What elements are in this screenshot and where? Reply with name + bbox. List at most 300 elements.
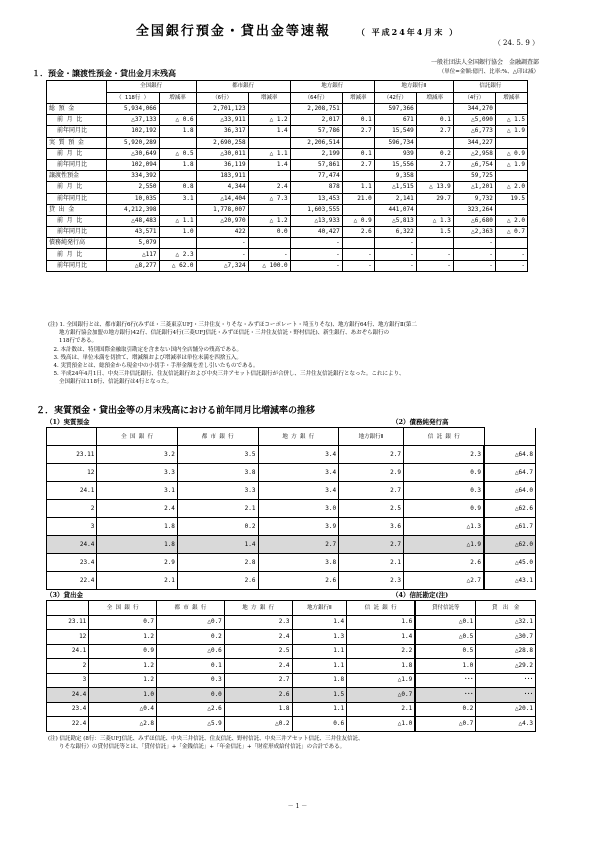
table-cell: 2,199	[290, 148, 342, 159]
table-cell: 0.6	[292, 717, 347, 732]
table-cell: 3.9	[258, 518, 339, 536]
table-cell: 2.1	[339, 554, 404, 572]
table-cell: 3.4	[258, 464, 339, 482]
table-row	[47, 644, 536, 659]
table-cell	[342, 137, 374, 148]
table-cell: △45.0	[484, 554, 535, 572]
table-cell: 2,017	[290, 115, 342, 126]
table-cell: 0.1	[157, 659, 225, 674]
table-cell: 13,453	[290, 193, 342, 204]
table-cell: 5,079	[106, 238, 159, 249]
table-cell: △14,404	[196, 193, 248, 204]
table-cell: △6,773	[453, 126, 495, 137]
table-cell: -	[290, 238, 342, 249]
table-cell: △33,911	[196, 115, 248, 126]
table-cell: △61.7	[484, 518, 535, 536]
table3-label: （3）貸出金	[46, 591, 84, 599]
table-cell: -	[290, 260, 342, 271]
table-cell: 15,549	[374, 126, 416, 137]
table-cell	[342, 171, 374, 182]
table-cell: 1.2	[89, 630, 157, 645]
table-cell: △ 1.2	[248, 115, 290, 126]
table-cell: 0.3	[403, 482, 484, 500]
table-cell: 1.4	[347, 630, 416, 645]
table-cell: △4.3	[476, 717, 536, 732]
table-subheader-row	[47, 92, 528, 104]
table-cell: △2,363	[453, 227, 495, 238]
table-cell: 3.8	[258, 554, 339, 572]
table-cell: △ 0.9	[495, 148, 527, 159]
table-cell: 10,035	[106, 193, 159, 204]
table2b-label: （2）債務純発行高	[392, 418, 449, 426]
row-label: 前 月 比	[47, 115, 107, 126]
row-label: 前年同月比	[47, 126, 107, 137]
row-label: 前年同月比	[47, 159, 107, 170]
table-cell: 3.5	[177, 446, 258, 464]
table-cell: △0.5	[415, 630, 476, 645]
table-cell: 2.5	[224, 644, 292, 659]
table-cell: 2.4	[224, 659, 292, 674]
bank-count: （4行）	[453, 92, 495, 104]
table-cell: 2.4	[97, 500, 178, 518]
table-cell	[159, 104, 196, 115]
table-cell: 57,861	[290, 159, 342, 170]
column-header: 地方銀行Ⅱ	[292, 601, 347, 616]
table-cell: △5,090	[453, 115, 495, 126]
table-cell: 1.1	[292, 702, 347, 717]
table-cell: △ 1.1	[248, 148, 290, 159]
table-cell: △1.0	[347, 717, 416, 732]
column-header-blank	[484, 428, 535, 446]
table-cell: △ 1.2	[248, 215, 290, 226]
table-row	[47, 215, 528, 226]
table-cell	[342, 204, 374, 215]
table-cell: 0.1	[342, 115, 374, 126]
table-cell: 3.3	[177, 482, 258, 500]
table-cell: 1.4	[248, 126, 290, 137]
table-cell	[495, 104, 527, 115]
row-label: 総 預 金	[47, 104, 107, 115]
table-cell: △ 0.7	[495, 227, 527, 238]
table-cell: 1.1	[292, 644, 347, 659]
table-cell: 597,366	[374, 104, 416, 115]
table-deposits-growth	[46, 427, 536, 590]
table-cell: 2.1	[347, 702, 416, 717]
table-cell: △0.1	[415, 615, 476, 630]
column-group-header: 都市銀行	[196, 81, 290, 93]
table-cell: 2.7	[224, 673, 292, 688]
table-cell: △48,483	[106, 215, 159, 226]
table-cell: 344,227	[453, 137, 495, 148]
table-row	[47, 554, 536, 572]
table-cell: △32.1	[476, 615, 536, 630]
table-cell: -	[416, 260, 453, 271]
bank-count: （ 118行 ）	[106, 92, 159, 104]
table-cell: ･･･	[476, 688, 536, 703]
table-cell: 2	[47, 500, 97, 518]
table-cell: 3	[47, 673, 89, 688]
table-row	[47, 536, 536, 554]
table-cell	[416, 137, 453, 148]
note-line: りそな銀行）の貸付信託等とは、「貸付信託」+「金銭信託」+「年金信託」+「財産形成給付信託」の合計である。	[48, 744, 346, 751]
table-row	[47, 249, 528, 260]
table-row	[47, 159, 528, 170]
table-cell: △0.7	[157, 615, 225, 630]
section2-title: ２．実質預金・貸出金等の月末残高における前年同月比増減率の推移	[36, 406, 316, 416]
table-row	[47, 238, 528, 249]
table-row	[47, 137, 528, 148]
table-cell: -	[495, 249, 527, 260]
table-cell	[495, 137, 527, 148]
rate-header: 増減率	[416, 92, 453, 104]
table-row	[47, 717, 536, 732]
table-cell: 36,119	[196, 159, 248, 170]
table-cell: △1.3	[403, 518, 484, 536]
table-header-row	[47, 81, 528, 93]
table-cell: 2.8	[177, 554, 258, 572]
table-cell: △ 1.1	[159, 215, 196, 226]
table-cell: 1.4	[292, 615, 347, 630]
table-cell: 3.4	[258, 446, 339, 464]
table-cell: △6,754	[453, 159, 495, 170]
table-row	[47, 182, 528, 193]
table-cell: △5.9	[157, 717, 225, 732]
table-cell: △1.9	[403, 536, 484, 554]
table-cell: ･･･	[476, 673, 536, 688]
table-cell: 1.0	[415, 659, 476, 674]
table-cell: △ 2.0	[495, 215, 527, 226]
table-cell: △30,011	[196, 148, 248, 159]
column-header: 全 国 銀 行	[97, 428, 178, 446]
table-cell: 43,571	[106, 227, 159, 238]
table-cell: △1.9	[347, 673, 416, 688]
note-line: 全国銀行は118行、信託銀行は4行となった。	[48, 379, 172, 386]
table-cell: 2.6	[403, 554, 484, 572]
table-cell: △43.1	[484, 572, 535, 590]
row-label: 貸 出 金	[47, 204, 107, 215]
table-cell: -	[374, 238, 416, 249]
table-cell: 0.2	[416, 148, 453, 159]
table-cell	[342, 238, 374, 249]
table-cell	[248, 238, 290, 249]
table-cell	[248, 171, 290, 182]
table-cell: 22.4	[47, 572, 97, 590]
table-cell: 1,603,555	[290, 204, 342, 215]
table-cell: 2.1	[97, 572, 178, 590]
table-cell	[495, 171, 527, 182]
column-group-header: 全国銀行	[106, 81, 196, 93]
table-cell: 0.1	[342, 148, 374, 159]
table-cell: -	[374, 249, 416, 260]
table-cell: 2.6	[258, 572, 339, 590]
table-cell: 1.8	[224, 702, 292, 717]
note-line: 4. 実質預金とは、総預金から現金中の小切手・手形金額を差し引いたものである。	[48, 363, 259, 370]
table-cell	[495, 204, 527, 215]
table-cell: 2.7	[342, 126, 374, 137]
table-cell: △64.7	[484, 464, 535, 482]
rate-header: 増減率	[342, 92, 374, 104]
table-row	[47, 572, 536, 590]
table-cell: 422	[196, 227, 248, 238]
table-cell: 2.4	[248, 182, 290, 193]
table-cell: △20,970	[196, 215, 248, 226]
table-cell: △30,649	[106, 148, 159, 159]
table-row	[47, 446, 536, 464]
table-cell: 19.5	[495, 193, 527, 204]
table-cell: 2,550	[106, 182, 159, 193]
table-cell: 36,317	[196, 126, 248, 137]
table-cell: 23.11	[47, 446, 97, 464]
table-cell: △0.2	[224, 717, 292, 732]
table-cell: 4,344	[196, 182, 248, 193]
column-header: 地 方 銀 行	[224, 601, 292, 616]
row-label: 前 月 比	[47, 148, 107, 159]
table-cell: 1.2	[89, 673, 157, 688]
table-cell: △ 100.0	[248, 260, 290, 271]
table-cell	[342, 104, 374, 115]
table-cell: △13,933	[290, 215, 342, 226]
table-header-row	[47, 601, 536, 616]
table-cell: △28.8	[476, 644, 536, 659]
table-cell: -	[342, 249, 374, 260]
table-cell: 29.7	[416, 193, 453, 204]
table-cell: △1,515	[374, 182, 416, 193]
table-row	[47, 518, 536, 536]
table-cell: 9,732	[453, 193, 495, 204]
table-cell: -	[453, 238, 495, 249]
table-cell: 3.4	[258, 482, 339, 500]
table-cell: 0.1	[416, 115, 453, 126]
table-cell: -	[374, 260, 416, 271]
table-cell: △2.7	[403, 572, 484, 590]
table-cell: -	[342, 260, 374, 271]
table-cell: △37,133	[106, 115, 159, 126]
table-cell: 3.8	[177, 464, 258, 482]
table-cell: △ 1.5	[495, 115, 527, 126]
row-label: 譲渡性預金	[47, 171, 107, 182]
table-cell	[159, 171, 196, 182]
notes	[48, 321, 548, 387]
table-cell	[159, 204, 196, 215]
table-cell: 102,192	[106, 126, 159, 137]
table-cell: 2,141	[374, 193, 416, 204]
table-cell: 1.8	[97, 536, 178, 554]
table-cell: 21.0	[342, 193, 374, 204]
table-cell: 2,206,514	[290, 137, 342, 148]
table2-label: （1）実質預金	[46, 418, 90, 426]
table-cell: 2.7	[339, 446, 404, 464]
table-row	[47, 126, 528, 137]
table-cell: 0.2	[177, 518, 258, 536]
table-cell: △ 13.9	[416, 182, 453, 193]
table-cell: -	[495, 260, 527, 271]
table-row	[47, 227, 528, 238]
table-cell: 2	[47, 659, 89, 674]
table-cell: 671	[374, 115, 416, 126]
row-label: 前年同月比	[47, 260, 107, 271]
table-row	[47, 148, 528, 159]
note-line: 2. 本計数は、特別国際金融取引勘定を含まない国内全店舗分の残高である。	[48, 346, 242, 353]
table-balances	[46, 80, 528, 272]
table-cell: 3.2	[97, 446, 178, 464]
table-cell: 1.0	[159, 227, 196, 238]
table-cell: 15,556	[374, 159, 416, 170]
table-cell	[248, 204, 290, 215]
table-cell: 1.8	[347, 659, 416, 674]
table-cell: 1.8	[159, 126, 196, 137]
table-row	[47, 171, 528, 182]
table-cell: 5,920,289	[106, 137, 159, 148]
table-cell: △ 2.0	[495, 182, 527, 193]
table-cell: -	[290, 249, 342, 260]
table-row	[47, 482, 536, 500]
column-header: 信 託 銀 行	[347, 601, 416, 616]
table-cell: △ 1.3	[416, 215, 453, 226]
table-cell: △2.6	[157, 702, 225, 717]
section1-title: １．預金・譲渡性預金・貸出金月末残高	[32, 68, 176, 78]
table-cell: 2.2	[347, 644, 416, 659]
table-cell: 2,690,258	[196, 137, 248, 148]
column-group-header: 地方銀行Ⅱ	[374, 81, 453, 93]
table-cell: 5,934,066	[106, 104, 159, 115]
table-cell: 2.7	[258, 536, 339, 554]
table-cell: 0.7	[89, 615, 157, 630]
table-cell: △64.0	[484, 482, 535, 500]
table-cell: △0.7	[415, 717, 476, 732]
table-cell: △64.8	[484, 446, 535, 464]
table-cell: 2.4	[224, 630, 292, 645]
table-cell: △1,201	[453, 182, 495, 193]
table-cell: 0.0	[157, 688, 225, 703]
note-line: 地方銀行協会加盟の地方銀行)42行、信託銀行4行(三菱UFJ信託・みずほ信託・三井住友信託・野村信託)、新生銀行、あおぞら銀行の	[48, 330, 390, 337]
table-cell: 1,778,007	[196, 204, 248, 215]
table-row	[47, 193, 528, 204]
table-cell: 2.3	[339, 572, 404, 590]
table-cell: △5,813	[374, 215, 416, 226]
table-cell: 0.9	[403, 500, 484, 518]
table-cell: -	[196, 249, 248, 260]
table-cell: △ 7.3	[248, 193, 290, 204]
table-cell: 3.0	[258, 500, 339, 518]
table-cell: 1.5	[292, 688, 347, 703]
table-cell: △ 2.3	[159, 249, 196, 260]
table-cell: 344,270	[453, 104, 495, 115]
table-cell: △2,958	[453, 148, 495, 159]
column-header: 信 託 銀 行	[403, 428, 484, 446]
table-cell: 2,208,751	[290, 104, 342, 115]
table-cell: 2.6	[342, 227, 374, 238]
table-cell: △ 0.9	[342, 215, 374, 226]
organization: 一般社団法人全国銀行協会 金融調査部	[430, 59, 539, 66]
column-group-header: 地方銀行	[290, 81, 374, 93]
table-cell: -	[196, 238, 248, 249]
column-header: 地方銀行Ⅱ	[339, 428, 404, 446]
table3b-label: （4）信託勘定(注)	[392, 591, 449, 599]
table-cell: 2.7	[339, 536, 404, 554]
corner-cell	[47, 428, 97, 446]
report-date: （ 24. 5. 9 ）	[493, 39, 539, 47]
table-row	[47, 688, 536, 703]
column-header: 全 国 銀 行	[89, 601, 157, 616]
table-cell: △62.0	[484, 536, 535, 554]
table-cell	[248, 137, 290, 148]
table-cell: 2.7	[339, 482, 404, 500]
note-line: 3. 残高は、単位未満を切捨て、増減額および増減率は単位未満を四捨五入。	[48, 354, 242, 361]
table-cell	[248, 104, 290, 115]
table-cell: 2.7	[416, 126, 453, 137]
table-row	[47, 500, 536, 518]
bottom-notes	[48, 735, 548, 751]
table-cell: 6,322	[374, 227, 416, 238]
table-cell: -	[453, 260, 495, 271]
column-header: 貸 出 金	[476, 601, 536, 616]
bank-count: （64行）	[290, 92, 342, 104]
table-cell: 0.9	[89, 644, 157, 659]
table-cell: 596,734	[374, 137, 416, 148]
table-cell: 1.0	[89, 688, 157, 703]
table-cell: △6,680	[453, 215, 495, 226]
table-row	[47, 673, 536, 688]
table-cell: 23.4	[47, 554, 97, 572]
table-row	[47, 104, 528, 115]
corner-cell	[47, 81, 107, 104]
table-cell: 0.2	[415, 702, 476, 717]
table-cell: 441,074	[374, 204, 416, 215]
row-label: 前年同月比	[47, 193, 107, 204]
table-cell: ･･･	[415, 673, 476, 688]
note-line: 118行である。	[48, 338, 97, 345]
table-cell	[416, 171, 453, 182]
table-cell	[416, 238, 453, 249]
table-cell: 2.3	[403, 446, 484, 464]
table-cell: △ 62.0	[159, 260, 196, 271]
corner-cell	[47, 601, 89, 616]
table-header-row	[47, 428, 536, 446]
table-cell: -	[416, 249, 453, 260]
table-cell: 939	[374, 148, 416, 159]
column-header: 貸付信託等	[415, 601, 476, 616]
table-cell: 57,786	[290, 126, 342, 137]
page-title: 全国銀行預金・貸出金等速報 （ 平成24年4月末 ）	[135, 24, 460, 39]
table-cell: 1.5	[416, 227, 453, 238]
table-cell: 1.1	[342, 182, 374, 193]
table-cell: 0.8	[159, 182, 196, 193]
table-cell: 3	[47, 518, 97, 536]
table-row	[47, 615, 536, 630]
table-cell: 2.6	[224, 688, 292, 703]
table-cell: △ 0.5	[159, 148, 196, 159]
table-cell: △0.6	[157, 644, 225, 659]
table-row	[47, 115, 528, 126]
column-group-header: 信託銀行	[453, 81, 527, 93]
table-cell: △62.6	[484, 500, 535, 518]
note-line: (注) 信託勘定 (8行：三菱UFJ信託、みずほ信託、中央三井信託、住友信託、野村信託、中央三井アセット信託、三井住友信託、	[48, 736, 364, 742]
table-row	[47, 260, 528, 271]
table-cell: ･･･	[415, 688, 476, 703]
table-cell	[159, 238, 196, 249]
table-cell: 24.1	[47, 482, 97, 500]
table-cell	[159, 137, 196, 148]
note-line: (注) 1. 全国銀行とは、都市銀行6行(みずほ・三菱東京UFJ・三井住友・りそな・みずほコーポレート・埼玉りそな)、地方銀行64行、地方銀行Ⅱ(第二	[48, 322, 417, 328]
unit-note: （単位=金額:億円、比率:%、△印は減）	[438, 69, 539, 75]
row-label: 債務純発行高	[47, 238, 107, 249]
table-cell: 878	[290, 182, 342, 193]
bank-count: （6行）	[196, 92, 248, 104]
table-cell	[495, 238, 527, 249]
table-cell: 77,474	[290, 171, 342, 182]
table-cell: 0.3	[157, 673, 225, 688]
page-number: － 1 －	[287, 803, 308, 810]
